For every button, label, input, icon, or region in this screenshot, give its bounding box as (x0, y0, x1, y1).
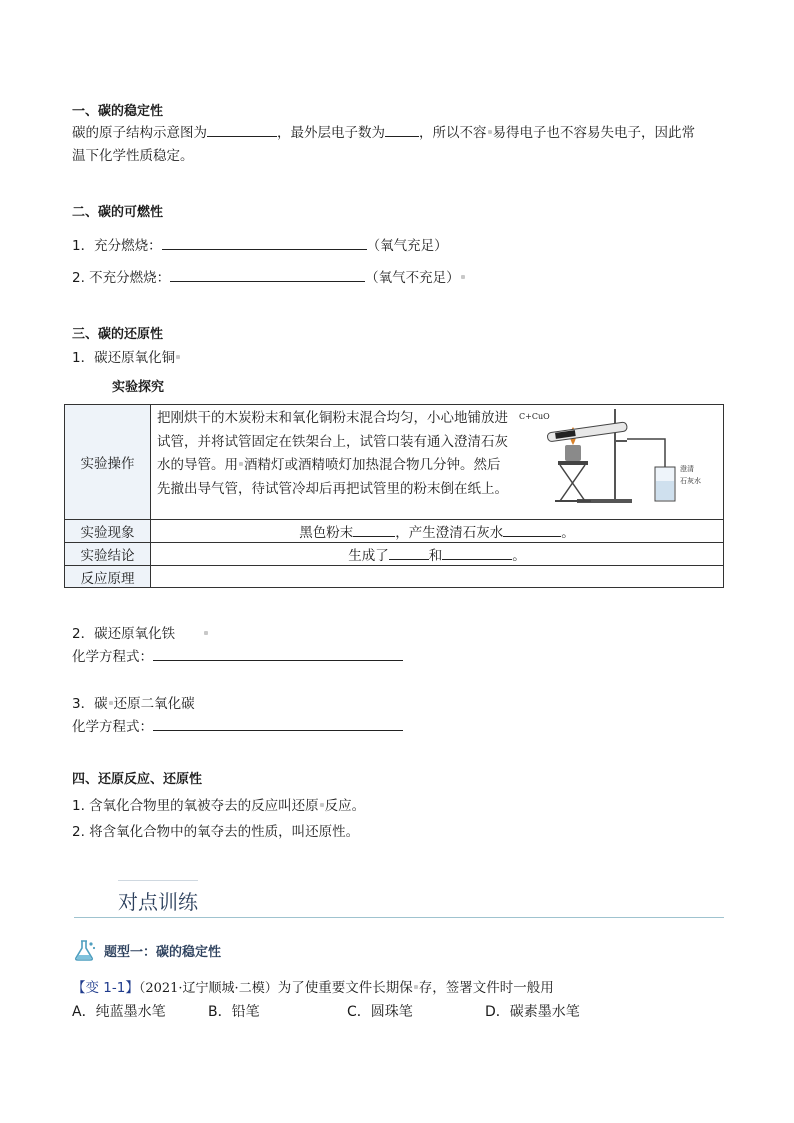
text: 为了使重要文件长期保 (277, 980, 413, 996)
row-label: 实验结论 (65, 543, 151, 566)
answer-blank[interactable] (207, 122, 277, 137)
row-label: 实验操作 (65, 405, 151, 520)
text: 酒精灯或酒精喷灯加热混合物几分钟。然后先撤出导气管，待试管冷却后再把试管里的粉末倒在纸上。 (157, 457, 508, 497)
title-underline (74, 917, 724, 918)
note: （氧气不充足） (365, 270, 460, 286)
artifact-dot-icon (176, 355, 180, 359)
text: 3．碳 (72, 696, 108, 712)
label: 2. 不充分燃烧： (72, 270, 171, 286)
option-a[interactable]: A．纯蓝墨水笔 (72, 1004, 166, 1020)
table-row (65, 543, 724, 566)
section-4-line-2: 2. 将含氧化合物中的氧夺去的性质，叫还原性。 (72, 824, 360, 840)
equation-line-3 (72, 715, 403, 735)
label: 化学方程式： (72, 719, 153, 735)
text: 黑色粉末 (299, 525, 354, 541)
option-d[interactable]: D．碳素墨水笔 (485, 1004, 580, 1020)
cuo-label: C+CuO (519, 412, 550, 421)
flask-icon (72, 938, 98, 962)
section-4-title: 四、还原反应、还原性 (72, 772, 203, 787)
text: 和 (428, 548, 443, 564)
operation-cell (151, 405, 724, 520)
text: ，最外层电子数为 (277, 125, 385, 141)
label: 1．充分燃烧： (72, 238, 162, 254)
text: 反应。 (324, 798, 366, 814)
text: ，所以不容 (419, 125, 487, 141)
text: 碳的原子结构示意图为 (72, 125, 207, 141)
row-label: 反应原理 (65, 566, 151, 588)
title-top-rule (118, 880, 198, 881)
text: ，产生澄清石灰水 (395, 525, 504, 541)
lime-label-2: 石灰水 (680, 477, 701, 485)
text: 1. 含氧化合物里的氧被夺去的反应叫还原 (72, 798, 319, 814)
combustion-complete (72, 234, 448, 254)
artifact-dot-icon (109, 701, 113, 705)
row-label: 实验现象 (65, 520, 151, 543)
section-2-title: 二、碳的可燃性 (72, 205, 164, 220)
section-4-line-1 (72, 794, 365, 814)
subsection-3 (72, 692, 195, 712)
subsection-2 (72, 622, 209, 642)
artifact-dot-icon (320, 803, 324, 807)
section-1-line-2: 温下化学性质稳定。 (72, 148, 194, 164)
option-c[interactable]: C．圆珠笔 (347, 1004, 413, 1020)
answer-blank[interactable] (389, 545, 429, 560)
equation-blank[interactable] (153, 716, 403, 731)
conclusion-cell (151, 543, 724, 566)
combustion-incomplete (72, 266, 466, 286)
equation-blank[interactable] (153, 646, 403, 661)
equation-line-2 (72, 645, 403, 665)
lime-label-1: 澄清 (680, 465, 694, 473)
option-b[interactable]: B．铅笔 (208, 1004, 260, 1020)
text: 2．碳还原氧化铁 (72, 626, 176, 642)
apparatus-figure (515, 405, 723, 519)
phenomenon-cell (151, 520, 724, 543)
table-row (65, 566, 724, 588)
section-1-line-1 (72, 121, 695, 141)
artifact-dot-icon (461, 275, 465, 279)
apparatus-icon (515, 405, 715, 515)
table-row (65, 520, 724, 543)
equation-blank[interactable] (170, 267, 365, 282)
text: 还原二氧化碳 (113, 696, 195, 712)
artifact-dot-icon (488, 130, 492, 134)
text: 存，签署文件时一般用 (418, 980, 554, 996)
answer-blank[interactable] (353, 522, 395, 537)
experiment-table (64, 404, 724, 588)
text: 1．碳还原氧化铜 (72, 350, 176, 366)
text: 。 (561, 525, 575, 541)
artifact-dot-icon (204, 631, 208, 635)
question-stem (72, 976, 554, 996)
subsection-1 (72, 346, 181, 366)
operation-text (151, 405, 515, 519)
section-3-title: 三、碳的还原性 (72, 327, 164, 342)
text: 易得电子也不容易失电子，因此常 (492, 125, 695, 141)
table-row (65, 405, 724, 520)
answer-blank[interactable] (442, 545, 512, 560)
question-type-title: 题型一：碳的稳定性 (104, 944, 222, 960)
question-source: （2021·辽宁顺城·二模） (138, 981, 278, 996)
note: （氧气充足） (366, 238, 448, 254)
text: 。 (512, 548, 526, 564)
explore-label: 实验探究 (112, 380, 165, 395)
question-type-header (72, 938, 221, 962)
answer-blank[interactable] (385, 122, 419, 137)
section-1-title: 一、碳的稳定性 (72, 104, 164, 119)
artifact-dot-icon (414, 985, 418, 989)
artifact-dot-icon (239, 462, 243, 466)
answer-blank[interactable] (503, 522, 561, 537)
principle-cell[interactable] (151, 566, 724, 588)
training-title: 对点训练 (118, 890, 198, 914)
question-number: 【变 1-1】 (72, 980, 139, 996)
text: 生成了 (348, 548, 389, 564)
label: 化学方程式： (72, 649, 153, 665)
equation-blank[interactable] (162, 235, 367, 250)
text: 把刚烘干的木炭粉末和氧化铜粉末混合均匀，小心地铺放进试管，并将试管固定在铁架台上，试管口装有通入澄清石灰水的导管。用 (157, 410, 508, 473)
